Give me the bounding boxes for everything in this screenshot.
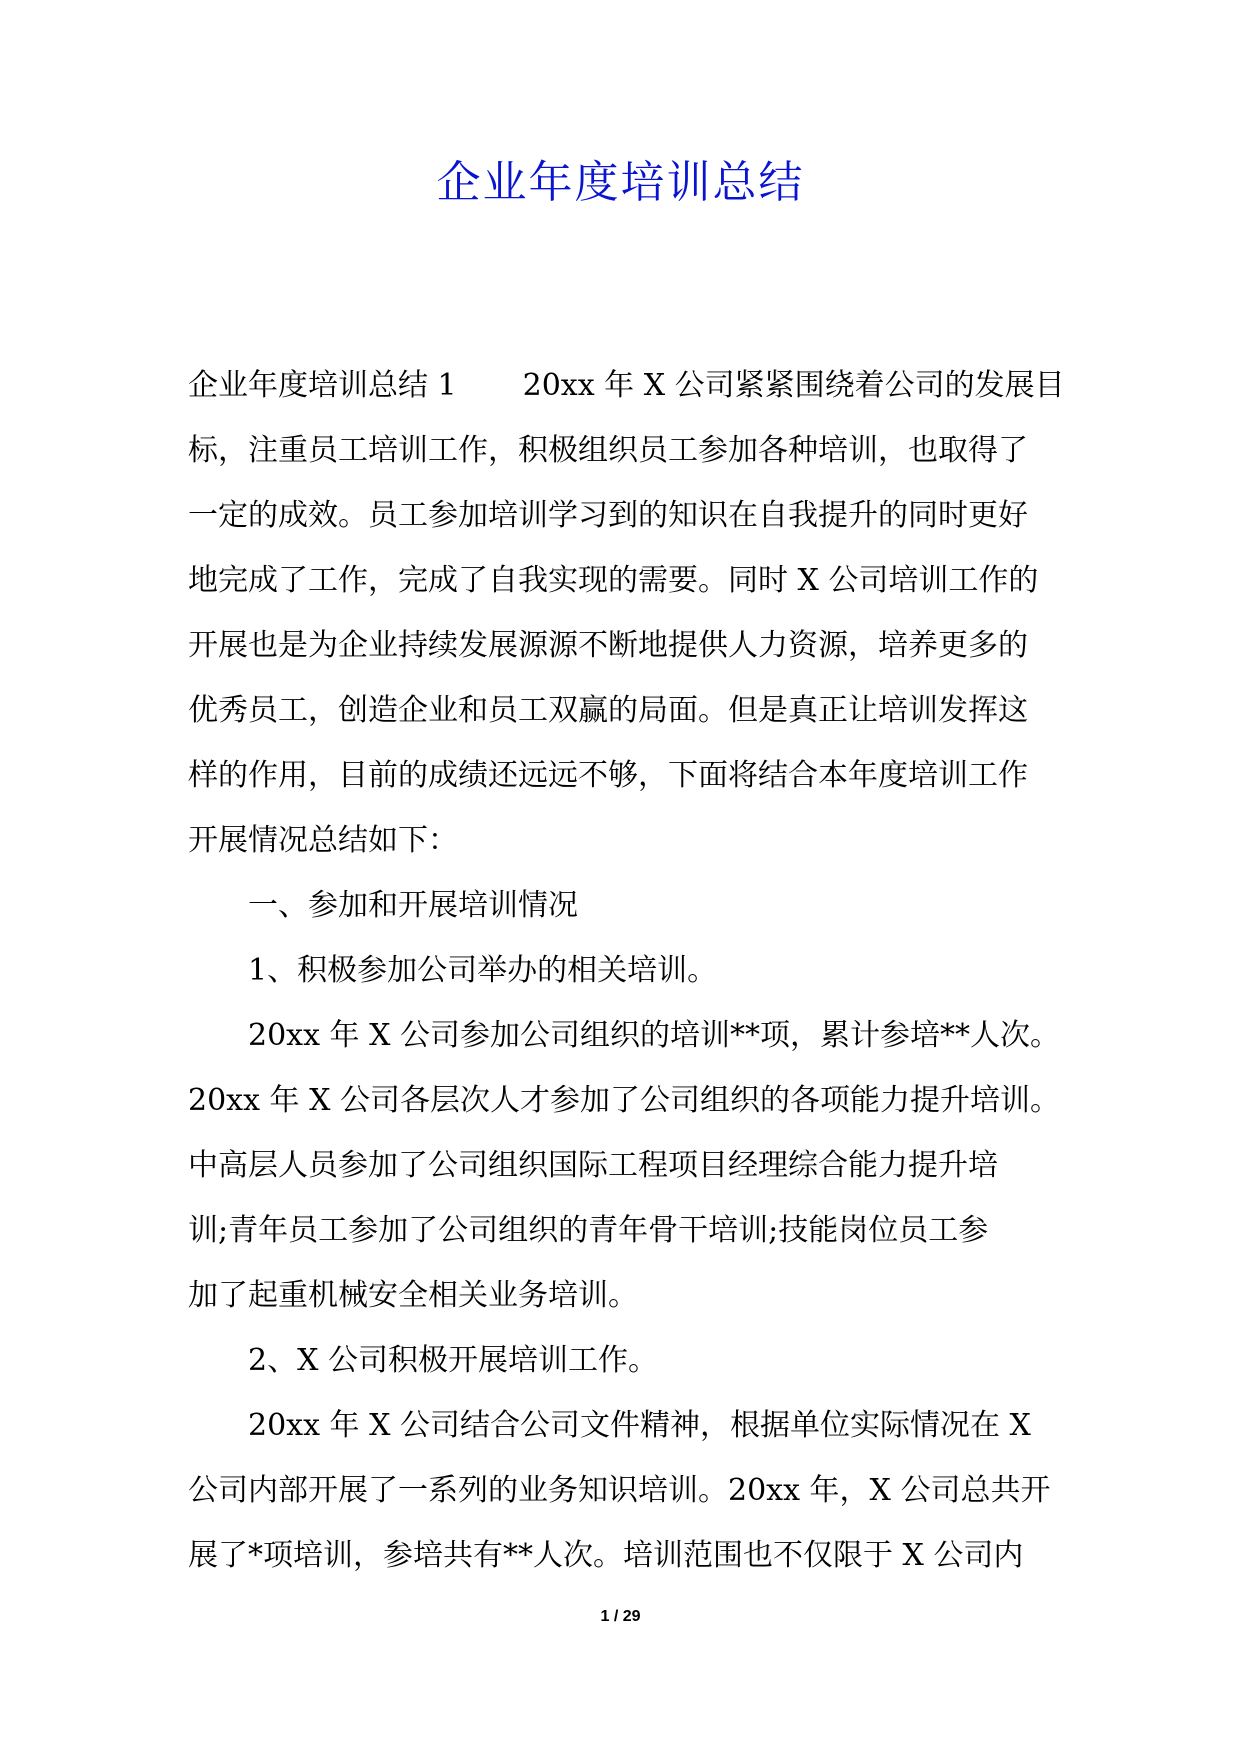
document-body — [188, 353, 1068, 1588]
section-heading: 一、参加和开展培训情况 — [248, 888, 578, 923]
paragraph-line: 地完成了工作，完成了自我实现的需要。同时 X 公司培训工作的 — [188, 563, 1039, 598]
line-text: 20xx 年 X 公司紧紧围绕着公司的发展目 — [522, 368, 1065, 403]
paragraph-line: 加了起重机械安全相关业务培训。 — [188, 1278, 638, 1313]
subsection-heading: 1、积极参加公司举办的相关培训。 — [248, 953, 718, 988]
paragraph-line: 20xx 年 X 公司各层次人才参加了公司组织的各项能力提升培训。 — [188, 1083, 1060, 1118]
paragraph-line: 公司内部开展了一系列的业务知识培训。20xx 年，X 公司总共开 — [188, 1473, 1051, 1508]
paragraph-line: 20xx 年 X 公司结合公司文件精神，根据单位实际情况在 X — [248, 1408, 1031, 1443]
paragraph-line: 中高层人员参加了公司组织国际工程项目经理综合能力提升培 — [188, 1148, 998, 1183]
paragraph-line: 20xx 年 X 公司参加公司组织的培训**项，累计参培**人次。 — [248, 1018, 1060, 1053]
paragraph-line: 优秀员工，创造企业和员工双赢的局面。但是真正让培训发挥这 — [188, 693, 1028, 728]
paragraph-line: 开展也是为企业持续发展源源不断地提供人力资源，培养更多的 — [188, 628, 1028, 663]
paragraph-line — [188, 353, 1068, 418]
paragraph-line: 展了*项培训，参培共有**人次。培训范围也不仅限于 X 公司内 — [188, 1538, 1024, 1573]
document-title: 企业年度培训总结 — [436, 157, 805, 208]
paragraph-line: 一定的成效。员工参加培训学习到的知识在自我提升的同时更好 — [188, 498, 1028, 533]
paragraph-line: 开展情况总结如下： — [188, 823, 458, 858]
paragraph-line: 样的作用，目前的成绩还远远不够，下面将结合本年度培训工作 — [188, 758, 1028, 793]
paragraph-line: 标，注重员工培训工作，积极组织员工参加各种培训，也取得了 — [188, 433, 1028, 468]
section-heading: 企业年度培训总结 1 — [188, 368, 457, 403]
page-number: 1 / 29 — [600, 1608, 641, 1625]
subsection-heading: 2、X 公司积极开展培训工作。 — [248, 1343, 658, 1378]
paragraph-line: 训;青年员工参加了公司组织的青年骨干培训;技能岗位员工参 — [188, 1213, 989, 1248]
